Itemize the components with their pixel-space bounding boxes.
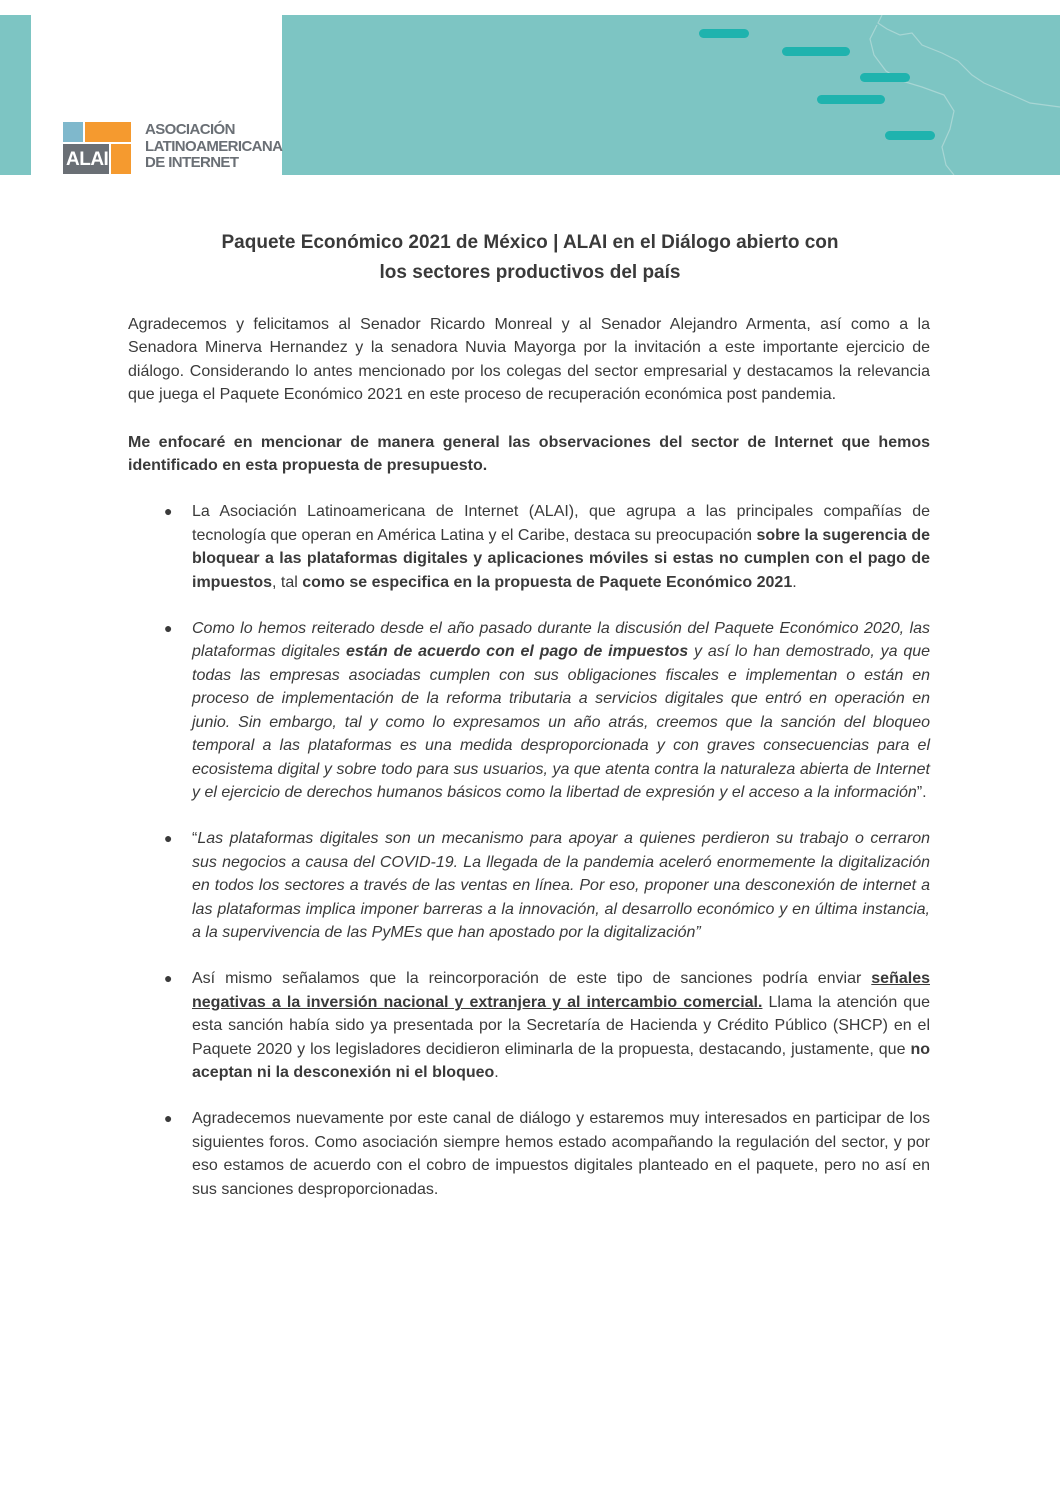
bullet-icon: ● bbox=[164, 503, 173, 520]
bullet-2-text-2: y así lo han demostrado, ya que todas las empresas asociadas cumplen con sus obligaciones fiscales e implementan o están en proceso de implementación de la reforma tributaria a servicios digitales que entró en operación en junio. Sin embargo, tal y como lo expresamos un año atrás, creemos que la sanción del bloqueo temporal a las plataformas es una medida desproporcionada y con graves consecuencias para el ecosistema digital y sobre todo para sus usuarios, ya que atenta contra la naturaleza abierta de Internet y el ejercicio de derechos humanos básicos como la libertad de expresión y el acceso a la información bbox=[192, 643, 931, 801]
bullet-list bbox=[128, 500, 930, 1201]
bullet-3-text: Las plataformas digitales son un mecanismo para apoyar a quienes perdieron su trabajo o cerraron sus negocios a causa del COVID-19. La llegada de la pandemia aceleró enormemente la digitalización en todos los sectores a través de las ventas en línea. Por eso, proponer una desconexión de internet a las plataformas implica imponer barreras a la innovación, al desarrollo económico y en última instancia, a la supervivencia de las PyMEs que han apostado por la digitalización” bbox=[192, 830, 930, 941]
bullet-4-end: . bbox=[494, 1063, 499, 1081]
dash-5 bbox=[885, 131, 935, 140]
bullet-2-text: Como lo hemos reiterado desde el año pasado durante la discusión del Paquete Económico 2020, las plataformas digitales bbox=[192, 620, 930, 661]
title-line-2: los sectores productivos del país bbox=[379, 262, 681, 283]
bullet-3-open-quote: “ bbox=[192, 830, 198, 848]
bullet-1-text-2: , tal bbox=[272, 573, 303, 591]
intro-paragraph: Agradecemos y felicitamos al Senador Ricardo Monreal y al Senador Alejandro Armenta, así como a la Senadora Minerva Hernandez y la senadora Nuvia Mayorga por la invitación a este importante ejercicio de diálogo. Considerando lo antes mencionado por los colegas del sector empresarial y destacamos la relevancia que juega el Paquete Económico 2021 en este proceso de recuperación económica post pandemia. bbox=[128, 316, 930, 404]
bullet-5-text: Agradecemos nuevamente por este canal de diálogo y estaremos muy interesados en participar de los siguientes foros. Como asociación siempre hemos estado acompañando la regulación del sector, y por eso estamos de acuerdo con el cobro de impuestos digitales planteado en el paquete, pero no así en sus sanciones desproporcionadas. bbox=[192, 1110, 930, 1198]
logo-name-line-3: DE INTERNET bbox=[145, 154, 239, 171]
list-item bbox=[128, 500, 930, 594]
logo-name bbox=[145, 122, 282, 172]
alai-logo bbox=[63, 122, 303, 178]
title-line-1: Paquete Económico 2021 de México | ALAI en el Diálogo abierto con bbox=[221, 232, 839, 253]
bullet-4-bold: no aceptan ni la desconexión ni el bloqueo bbox=[192, 1040, 930, 1081]
logo-square-orange bbox=[85, 122, 131, 142]
logo-mark-text: ALAI bbox=[66, 149, 109, 170]
logo-name-line-2: LATINOAMERICANA bbox=[145, 137, 283, 155]
bullet-icon: ● bbox=[164, 830, 173, 847]
bullet-4-text: Así mismo señalamos que la reincorporación de este tipo de sanciones podría enviar bbox=[192, 970, 872, 988]
bullet-1-end: . bbox=[792, 573, 797, 591]
header-decoration bbox=[282, 15, 1060, 175]
dash-4 bbox=[817, 95, 885, 104]
header-band-right bbox=[282, 15, 1060, 175]
bullet-4-text-2: Llama la atención que esta sanción había sido ya presentada por la Secretaría de Hacienda y Crédito Público (SHCP) en el Paquete 2020 y los legisladores decidieron eliminarla de la propuesta, destacando, justamente, que bbox=[192, 993, 930, 1058]
bullet-2-bold: están de acuerdo con el pago de impuestos bbox=[345, 643, 689, 661]
bullet-1-bold: sobre la sugerencia de bloquear a las plataformas digitales y aplicaciones móviles si estas no cumplen con el pago de impuestos bbox=[192, 526, 931, 591]
dash-3 bbox=[860, 73, 910, 82]
dash-1 bbox=[699, 29, 749, 38]
logo-square-blue bbox=[63, 122, 83, 142]
dash-2 bbox=[782, 47, 850, 56]
bullet-1-bold-2: como se especifica en la propuesta de Paquete Económico 2021 bbox=[302, 573, 793, 591]
bullet-icon: ● bbox=[164, 620, 173, 637]
list-item bbox=[128, 1107, 930, 1201]
logo-square-orange-small bbox=[111, 144, 131, 174]
bullet-2-end: ”. bbox=[916, 783, 927, 801]
document-body bbox=[128, 313, 930, 1224]
list-item bbox=[128, 617, 930, 804]
list-item bbox=[128, 967, 930, 1084]
list-item bbox=[128, 827, 930, 944]
document-title bbox=[130, 228, 930, 288]
header-band-left bbox=[0, 15, 31, 175]
logo-name-line-1: ASOCIACIÓN bbox=[145, 121, 235, 138]
map-outline bbox=[870, 15, 1060, 175]
bullet-4-underlined: señales negativas a la inversión nacional y extranjera y al intercambio comercial. bbox=[192, 970, 930, 1011]
bullet-1-text: La Asociación Latinoamericana de Internet (ALAI), que agrupa a las principales compañías de tecnología que operan en América Latina y el Caribe, destaca su preocupación bbox=[192, 503, 930, 544]
bullet-icon: ● bbox=[164, 970, 173, 987]
lead-paragraph: Me enfocaré en mencionar de manera general las observaciones del sector de Internet que hemos identificado en esta propuesta de presupuesto. bbox=[128, 433, 930, 475]
bullet-icon: ● bbox=[164, 1110, 173, 1127]
